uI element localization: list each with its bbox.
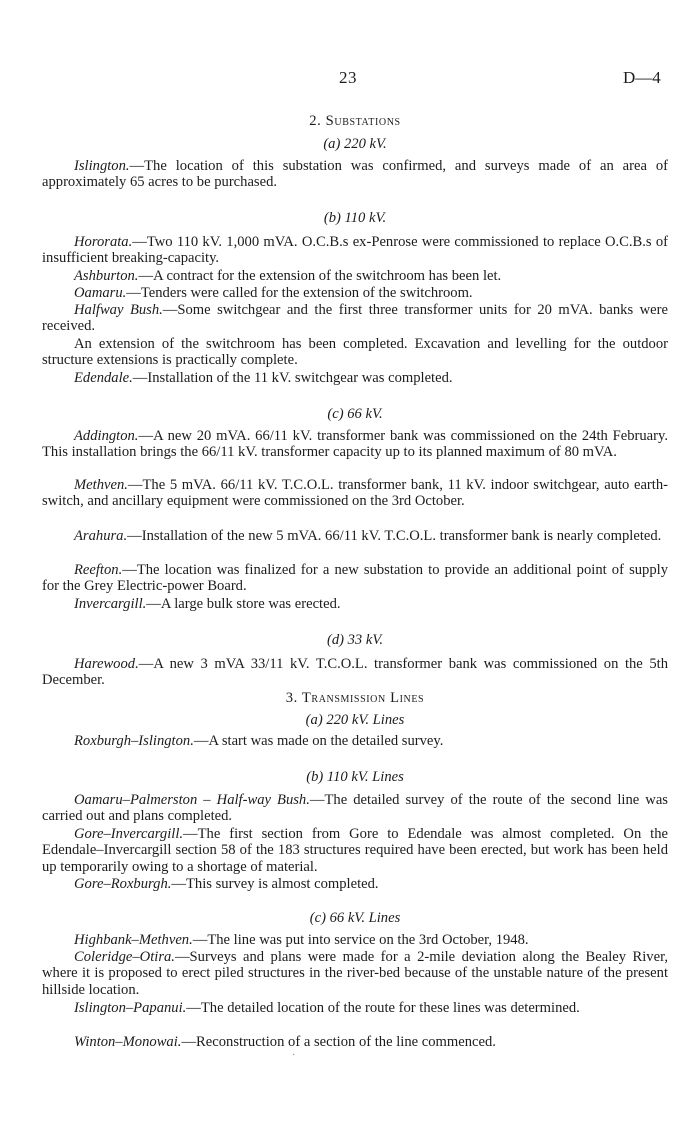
paragraph-ashburton: Ashburton.—A contract for the extension of the switchroom has been let. [74, 268, 502, 284]
paragraph-oamaru-palmerston: Oamaru–Palmerston – Half-way Bush.—The detailed survey of the route of the second line was carried out and plans completed. [42, 792, 668, 825]
subheading-66kv-lines: (c) 66 kV. Lines [309, 910, 401, 926]
paragraph-highbank-methven: Highbank–Methven.—The line was put into service on the 3rd October, 1948. [74, 932, 529, 948]
section-heading-substations: 2. Substations [309, 113, 401, 129]
section-heading-transmission-lines: 3. Transmission Lines [285, 690, 425, 706]
subheading-33kv: (d) 33 kV. [326, 632, 384, 648]
paragraph-hororata: Hororata.—Two 110 kV. 1,000 mVA. O.C.B.s ex-Penrose were commissioned to replace O.C.B.s of insufficient breaking-capacity. [42, 234, 668, 267]
paragraph-reefton: Reefton.—The location was finalized for a new substation to provide an additional point of supply for the Grey Electric-power Board. [42, 562, 668, 595]
subheading-66kv: (c) 66 kV. [327, 406, 383, 422]
paragraph-oamaru: Oamaru.—Tenders were called for the extension of the switchroom. [74, 285, 473, 301]
print-mark: · [292, 1050, 296, 1061]
paragraph-winton-monowai: Winton–Monowai.—Reconstruction of a section of the line commenced. [74, 1034, 496, 1050]
page-number: 23 [339, 68, 357, 87]
paragraph-switchroom-extension: An extension of the switchroom has been completed. Excavation and levelling for the outdoor structure extensions is practically complete. [42, 336, 668, 369]
paragraph-addington: Addington.—A new 20 mVA. 66/11 kV. transformer bank was commissioned on the 24th February. This installation brings the 66/11 kV. transformer capacity up to its planned maximum of 80 mVA. [42, 428, 668, 461]
subheading-110kv-lines: (b) 110 kV. Lines [306, 769, 404, 785]
subheading-220kv-lines: (a) 220 kV. Lines [305, 712, 405, 728]
paragraph-gore-roxburgh: Gore–Roxburgh.—This survey is almost completed. [74, 876, 379, 892]
paragraph-halfway-bush: Halfway Bush.—Some switchgear and the first three transformer units for 20 mVA. banks were received. [42, 302, 668, 335]
subheading-220kv: (a) 220 kV. [323, 136, 387, 152]
paragraph-harewood: Harewood.—A new 3 mVA 33/11 kV. T.C.O.L. transformer bank was commissioned on the 5th December. [42, 656, 668, 689]
paragraph-methven: Methven.—The 5 mVA. 66/11 kV. T.C.O.L. transformer bank, 11 kV. indoor switchgear, auto earth-switch, and ancillary equipment were commissioned on the 3rd October. [42, 477, 668, 510]
paragraph-arahura: Arahura.—Installation of the new 5 mVA. 66/11 kV. T.C.O.L. transformer bank is nearly completed. [74, 528, 662, 544]
document-reference: D—4 [623, 68, 661, 87]
paragraph-coleridge-otira: Coleridge–Otira.—Surveys and plans were made for a 2-mile deviation along the Bealey River, where it is proposed to erect piled structures in the river-bed because of the unstable nature of the present hillside location. [42, 949, 668, 998]
subheading-110kv: (b) 110 kV. [323, 210, 387, 226]
paragraph-edendale: Edendale.—Installation of the 11 kV. switchgear was completed. [74, 370, 453, 386]
paragraph-invercargill: Invercargill.—A large bulk store was erected. [74, 596, 341, 612]
paragraph-gore-invercargill: Gore–Invercargill.—The first section from Gore to Edendale was almost completed. On the Edendale–Invercargill section 58 of the 183 structures required have been erected, but work has been held up temporarily owing to a shortage of material. [42, 826, 668, 875]
paragraph-islington-papanui: Islington–Papanui.—The detailed location of the route for these lines was determined. [74, 1000, 580, 1016]
paragraph-islington: Islington.—The location of this substation was confirmed, and surveys made of an area of approximately 65 acres to be purchased. [42, 158, 668, 191]
paragraph-roxburgh-islington: Roxburgh–Islington.—A start was made on the detailed survey. [74, 733, 444, 749]
